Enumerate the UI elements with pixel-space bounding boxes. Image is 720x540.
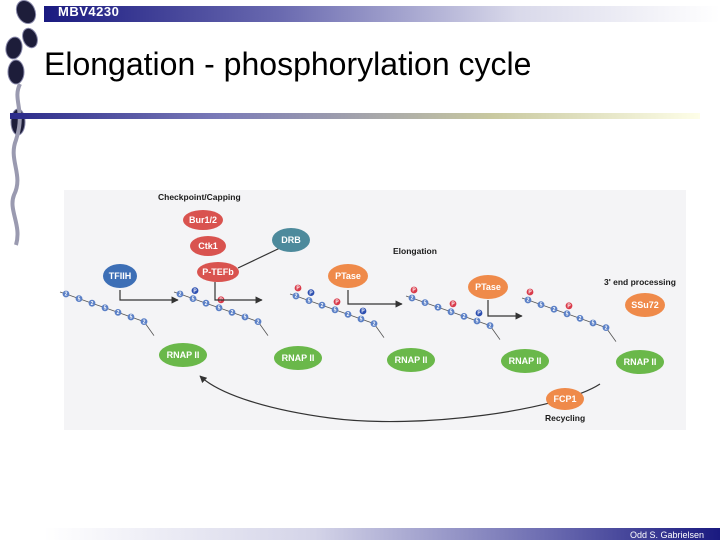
ctd-repeat-digit: 5 [475,318,479,325]
ctd-repeat-digit: 5 [423,300,427,307]
ctk-factor [190,236,226,256]
author-credit: Odd S. Gabrielsen [630,530,705,540]
ctd-repeat-digit: 2 [178,291,182,298]
rnap-1 [159,343,207,367]
drb-inhibition-line [238,248,280,268]
ptase2-arrow [488,300,522,316]
ctd-repeat-digit: 2 [526,297,530,304]
ctd-repeat-digit: 5 [333,307,337,314]
bur-text: Bur1/2 [188,215,218,225]
phospho-marker-label: P [296,285,300,292]
tfiih-text: TFIIH [108,271,132,281]
phospho-marker-label: P [567,303,571,310]
ctd-repeat-digit: 2 [552,306,556,313]
ctd-repeat-digit: 5 [191,296,195,303]
ctd-repeat-digit: 2 [294,293,298,300]
tfiih-factor [103,264,137,288]
ctd-repeat-digit: 5 [565,311,569,318]
ptase-2-text: PTase [475,282,501,292]
ctd-repeat-digit: 2 [64,291,68,298]
ctd-repeat-digit: 2 [578,316,582,323]
ctd-repeat-digit: 2 [116,310,120,317]
fcp1-text: FCP1 [553,394,577,404]
ctd-repeat-digit: 2 [90,300,94,307]
ctd-repeat-digit: 5 [103,305,107,312]
ctd-repeat-digit: 2 [462,314,466,321]
rnap-1-text: RNAP II [166,350,200,360]
ctd-repeat-digit: 2 [372,321,376,328]
ctd-repeat-digit: 2 [604,325,608,332]
footer-gradient-bar [44,528,720,540]
ctd-repeat-digit: 2 [230,310,234,317]
ctd-repeat-digit: 5 [449,309,453,316]
bur-factor [183,210,223,230]
ctd-repeat-digit: 5 [243,314,247,321]
rnap-2 [274,346,322,370]
elongation-label: Elongation [393,246,437,256]
phospho-marker-label: P [451,301,455,308]
ctd-repeat-digit: 2 [488,323,492,330]
ctd-repeat-digit: 5 [217,305,221,312]
ctd-repeat-digit: 2 [204,300,208,307]
rnap-5 [616,350,664,374]
ctd-chain-line [60,292,154,336]
ctk-text: Ctk1 [198,241,218,251]
page-title: Elongation - phosphorylation cycle [44,46,532,82]
ssu72-factor [625,293,665,317]
ptase-factor-2 [468,275,508,299]
ptase-factor-1 [328,264,368,288]
ptase1-arrow [348,290,402,304]
rnap-4 [501,349,549,373]
phospho-marker-label: P [193,288,197,295]
ctd-repeat-chains [60,285,616,342]
ctd-repeat-digit: 2 [410,295,414,302]
phospho-marker-label: P [219,297,223,304]
ssu72-text: SSu72 [631,300,659,310]
ctd-repeat-digit: 5 [539,302,543,309]
phospho-marker-label: P [361,308,365,315]
phospho-marker-label: P [412,287,416,294]
checkpoint-label: Checkpoint/Capping [158,192,241,202]
ctd-repeat-digit: 2 [320,302,324,309]
ctd-repeat-digit: 2 [256,319,260,326]
drb-factor [272,228,310,252]
phospho-marker-label: P [477,310,481,317]
drb-text: DRB [281,235,301,245]
course-code: MBV4230 [58,4,120,19]
ctd-repeat-digit: 2 [346,312,350,319]
phospho-marker-label: P [528,289,532,296]
recycling-label: Recycling [545,413,586,423]
ctd-repeat-digit: 2 [142,319,146,326]
phospho-marker-label: P [335,299,339,306]
rnap-5-text: RNAP II [623,357,657,367]
rnap-2-text: RNAP II [281,353,315,363]
fcp1-factor [546,388,584,410]
recycling-arrow [200,376,600,422]
phospho-marker-label: P [309,290,313,297]
tfiih-arrow [120,290,178,300]
ctd-repeat-digit: 2 [436,304,440,311]
rnap-3 [387,348,435,372]
ptase-1-text: PTase [335,271,361,281]
three-prime-label: 3' end processing [604,277,676,287]
ptefb-text: P-TEFb [202,267,234,277]
ctd-repeat-digit: 5 [591,320,595,327]
rnap-4-text: RNAP II [508,356,542,366]
ctd-repeat-digit: 5 [129,314,133,321]
ctd-repeat-digit: 5 [77,296,81,303]
rnap-3-text: RNAP II [394,355,428,365]
ctd-repeat-digit: 5 [359,316,363,323]
ptefb-factor [197,262,239,282]
ctd-repeat-digit: 5 [307,298,311,305]
